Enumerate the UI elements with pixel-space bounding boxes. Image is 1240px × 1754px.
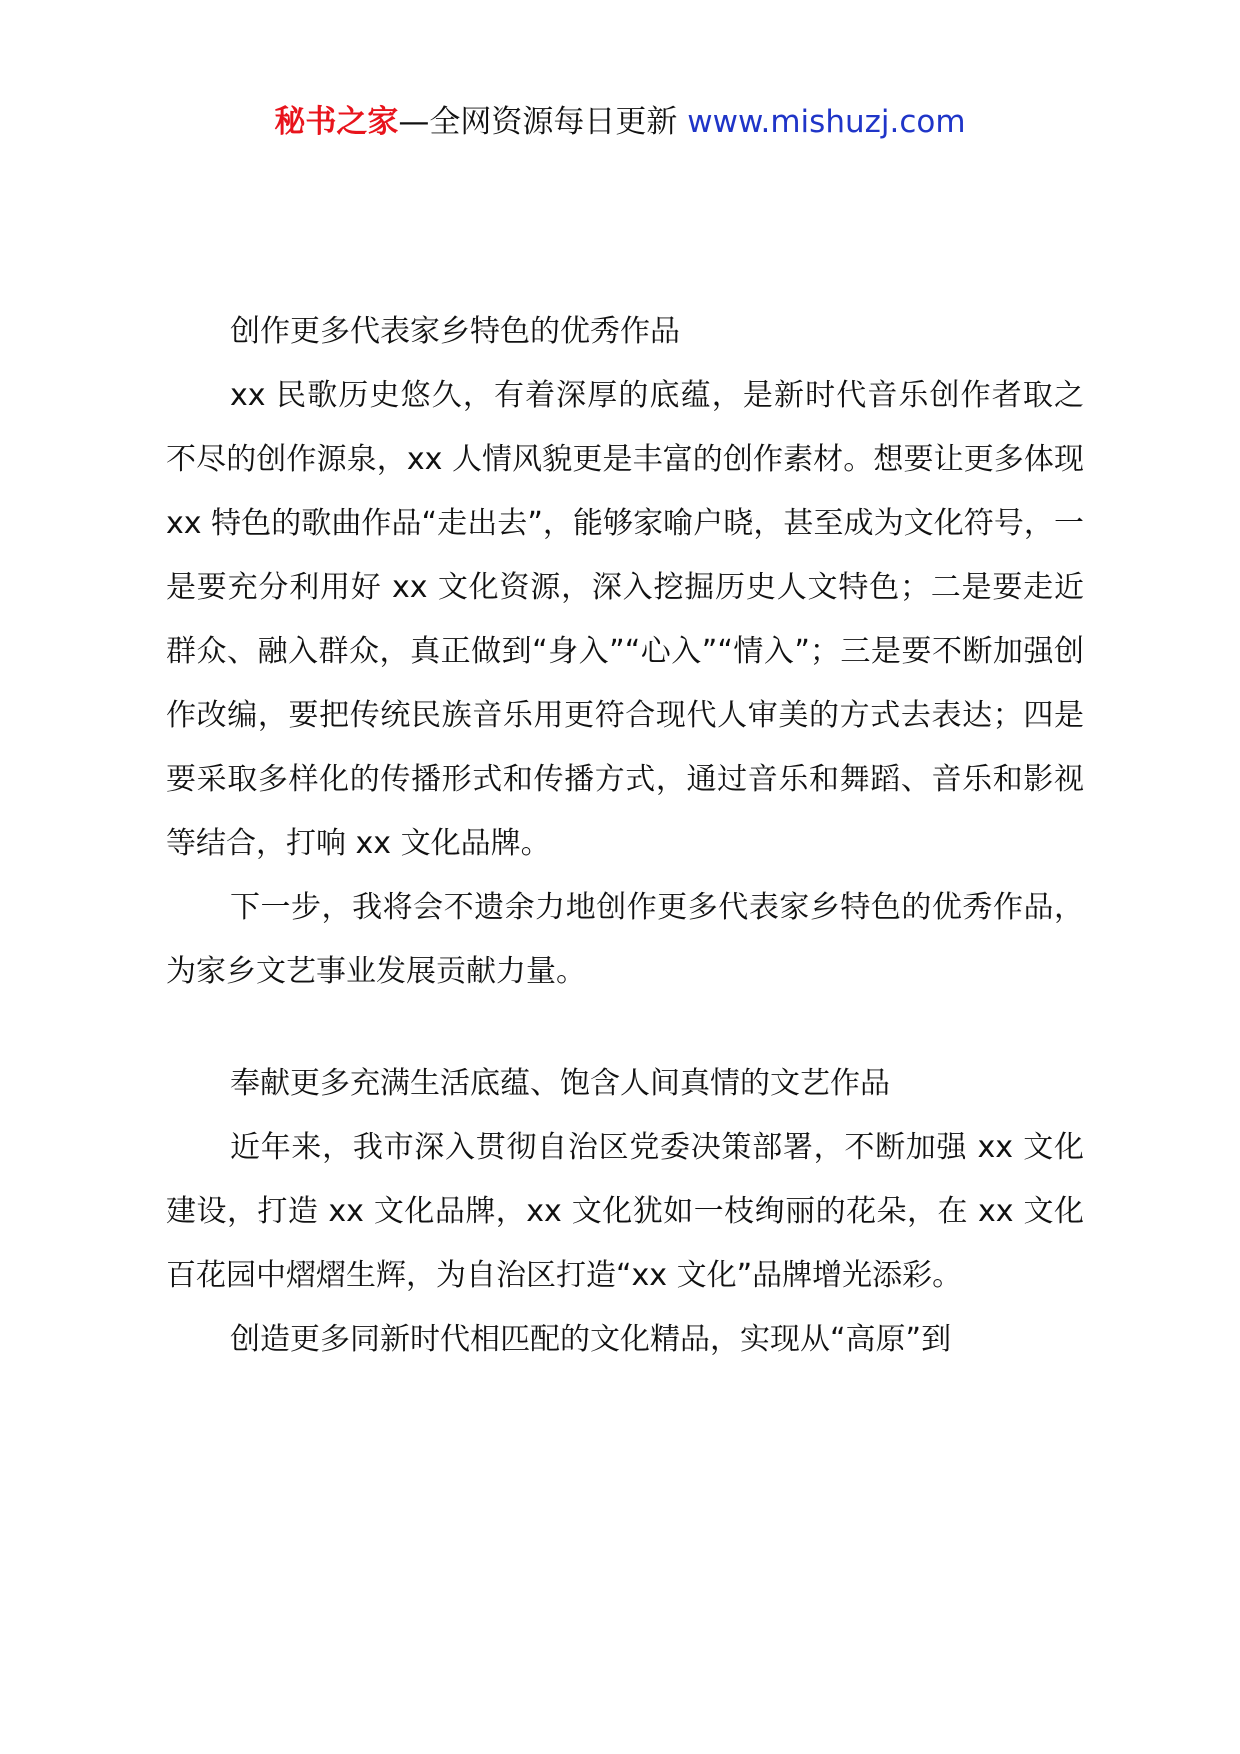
paragraph: xx 民歌历史悠久，有着深厚的底蕴，是新时代音乐创作者取之不尽的创作源泉，xx 人情风貌更是丰富的创作素材。想要让更多体现 xx 特色的歌曲作品“走出去”，能够家喻户晓，甚至成为文化符号，一是要充分利用好 xx 文化资源，深入挖掘历史人文特色；二是要走近群众、融入群众，真正做到“身入”“心入”“情入”；三是要不断加强创作改编，要把传统民族音乐用更符合现代人审美的方式去表达；四是要采取多样化的传播形式和传播方式，通过音乐和舞蹈、音乐和影视等结合，打响 xx 文化品牌。 — [166, 378, 1084, 861]
paragraph: 下一步，我将会不遗余力地创作更多代表家乡特色的优秀作品，为家乡文艺事业发展贡献力量。 — [166, 890, 1084, 989]
document-body — [166, 300, 1084, 1372]
paragraph: 近年来，我市深入贯彻自治区党委决策部署，不断加强 xx 文化建设，打造 xx 文化品牌，xx 文化犹如一枝绚丽的花朵，在 xx 文化百花园中熠熠生辉，为自治区打造“xx 文化”品牌增光添彩。 — [166, 1130, 1084, 1293]
site-brand: 秘书之家 — [274, 104, 399, 140]
paragraph: 创造更多同新时代相匹配的文化精品，实现从“高原”到 — [230, 1322, 952, 1357]
site-url-link[interactable]: www.mishuzj.com — [687, 104, 966, 140]
page-header — [0, 100, 1240, 144]
section-heading: 创作更多代表家乡特色的优秀作品 — [230, 314, 680, 349]
section-divider-space — [166, 1004, 1084, 1052]
site-tagline: —全网资源每日更新 — [398, 104, 678, 140]
section-heading: 奉献更多充满生活底蕴、饱含人间真情的文艺作品 — [230, 1066, 890, 1101]
section-1 — [166, 300, 1084, 1004]
section-2 — [166, 1052, 1084, 1372]
